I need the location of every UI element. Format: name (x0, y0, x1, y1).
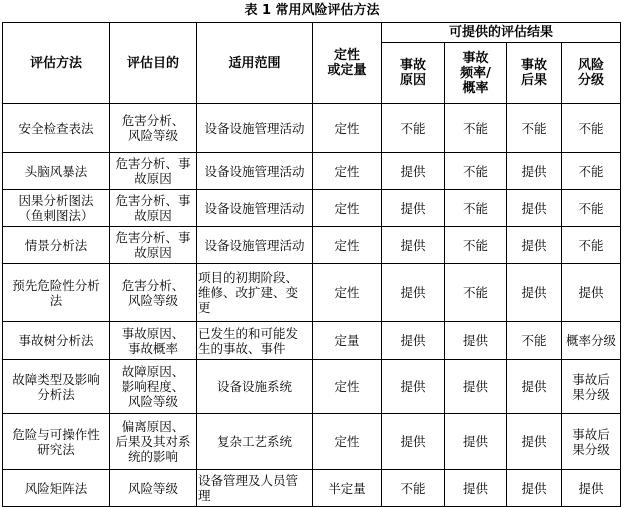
cell-purpose: 危害分析、事 故原因 (110, 190, 197, 227)
cell-qualitative: 定性 (313, 264, 382, 322)
table-row (3, 414, 621, 470)
cell-qualitative: 定性 (313, 414, 382, 470)
cell-cause: 不能 (382, 104, 445, 153)
cell-consequence: 提供 (507, 153, 562, 190)
cell-cause: 提供 (382, 190, 445, 227)
cell-risk-level: 概率分级 (562, 322, 621, 360)
cell-scope: 设备设施管理活动 (197, 190, 313, 227)
cell-method: 危险与可操作性 研究法 (3, 414, 110, 470)
table-row (3, 360, 621, 414)
header-frequency: 事故 频率/ 概率 (445, 43, 507, 104)
cell-consequence: 提供 (507, 414, 562, 470)
cell-frequency: 提供 (445, 414, 507, 470)
cell-risk-level: 事故后 果分级 (562, 360, 621, 414)
cell-purpose: 偏离原因、 后果及其对系 统的影响 (110, 414, 197, 470)
cell-consequence: 不能 (507, 322, 562, 360)
cell-scope: 设备设施管理活动 (197, 104, 313, 153)
cell-qualitative: 半定量 (313, 470, 382, 507)
cell-cause: 不能 (382, 470, 445, 507)
cell-risk-level: 不能 (562, 227, 621, 264)
cell-frequency: 不能 (445, 104, 507, 153)
cell-method: 故障类型及影响 分析法 (3, 360, 110, 414)
cell-frequency: 不能 (445, 227, 507, 264)
table-row (3, 322, 621, 360)
table-row (3, 264, 621, 322)
cell-frequency: 提供 (445, 360, 507, 414)
table-row (3, 470, 621, 507)
cell-method: 安全检查表法 (3, 104, 110, 153)
cell-scope: 复杂工艺系统 (197, 414, 313, 470)
cell-scope: 项目的初期阶段、 维修、改扩建、变 更 (197, 264, 313, 322)
cell-qualitative: 定性 (313, 227, 382, 264)
cell-frequency: 不能 (445, 153, 507, 190)
cell-scope: 已发生的和可能发 生的事故、事件 (197, 322, 313, 360)
table-row (3, 104, 621, 153)
cell-consequence: 提供 (507, 264, 562, 322)
cell-consequence: 提供 (507, 470, 562, 507)
cell-method: 预先危险性分析 法 (3, 264, 110, 322)
cell-consequence: 不能 (507, 104, 562, 153)
table-title: 表 1 常用风险评估方法 (244, 3, 380, 18)
header-qualitative: 定性 或定量 (313, 23, 382, 104)
cell-cause: 提供 (382, 360, 445, 414)
cell-risk-level: 不能 (562, 153, 621, 190)
header-results-group: 可提供的评估结果 (382, 23, 621, 43)
cell-consequence: 提供 (507, 360, 562, 414)
cell-method: 事故树分析法 (3, 322, 110, 360)
header-cause: 事故 原因 (382, 43, 445, 104)
cell-purpose: 危害分析、 风险等级 (110, 104, 197, 153)
risk-assessment-table (2, 22, 621, 507)
header-risk-level: 风险 分级 (562, 43, 621, 104)
table-row (3, 227, 621, 264)
cell-purpose: 危害分析、事 故原因 (110, 227, 197, 264)
cell-cause: 提供 (382, 322, 445, 360)
cell-scope: 设备设施管理活动 (197, 227, 313, 264)
cell-qualitative: 定性 (313, 360, 382, 414)
header-row-top (3, 23, 621, 43)
cell-cause: 提供 (382, 414, 445, 470)
cell-consequence: 提供 (507, 190, 562, 227)
header-method: 评估方法 (3, 23, 110, 104)
cell-cause: 提供 (382, 264, 445, 322)
cell-purpose: 风险等级 (110, 470, 197, 507)
cell-qualitative: 定性 (313, 190, 382, 227)
cell-consequence: 提供 (507, 227, 562, 264)
cell-method: 头脑风暴法 (3, 153, 110, 190)
cell-qualitative: 定量 (313, 322, 382, 360)
cell-qualitative: 定性 (313, 153, 382, 190)
cell-method: 情景分析法 (3, 227, 110, 264)
cell-scope: 设备设施系统 (197, 360, 313, 414)
header-purpose: 评估目的 (110, 23, 197, 104)
cell-purpose: 事故原因、 事故概率 (110, 322, 197, 360)
cell-method: 风险矩阵法 (3, 470, 110, 507)
cell-risk-level: 事故后 果分级 (562, 414, 621, 470)
cell-frequency: 不能 (445, 190, 507, 227)
cell-cause: 提供 (382, 153, 445, 190)
cell-qualitative: 定性 (313, 104, 382, 153)
cell-risk-level: 不能 (562, 190, 621, 227)
cell-cause: 提供 (382, 227, 445, 264)
cell-risk-level: 不能 (562, 104, 621, 153)
cell-purpose: 危害分析、事 故原因 (110, 153, 197, 190)
cell-purpose: 危害分析、 风险等级 (110, 264, 197, 322)
header-consequence: 事故 后果 (507, 43, 562, 104)
cell-frequency: 提供 (445, 470, 507, 507)
cell-frequency: 提供 (445, 322, 507, 360)
cell-purpose: 故障原因、 影响程度、 风险等级 (110, 360, 197, 414)
cell-risk-level: 提供 (562, 264, 621, 322)
header-scope: 适用范围 (197, 23, 313, 104)
cell-method: 因果分析图法 （鱼刺图法） (3, 190, 110, 227)
cell-risk-level: 提供 (562, 470, 621, 507)
table-row (3, 153, 621, 190)
cell-scope: 设备设施管理活动 (197, 153, 313, 190)
cell-frequency: 不能 (445, 264, 507, 322)
cell-scope: 设备管理及人员管 理 (197, 470, 313, 507)
table-row (3, 190, 621, 227)
